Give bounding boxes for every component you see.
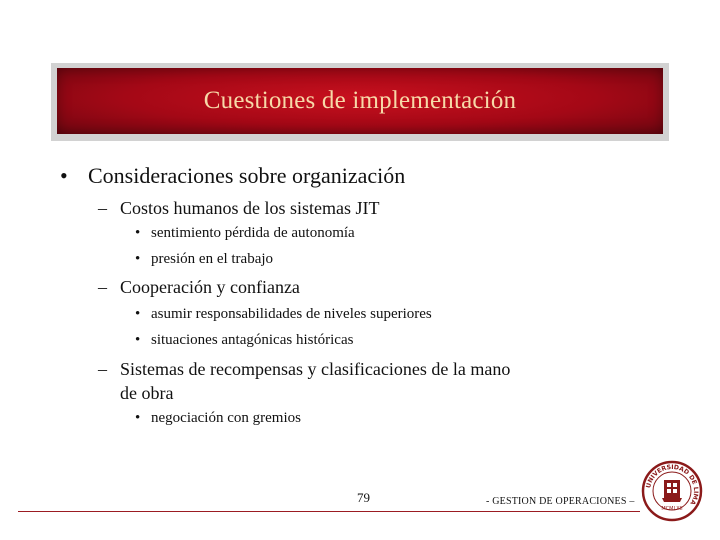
university-seal-logo [641, 460, 703, 522]
sub-bullet-3-text: Sistemas de recompensas y clasificaciones de la mano [120, 359, 511, 379]
footer-divider [18, 511, 640, 512]
bullet-dot: • [135, 332, 141, 348]
bullet-dot: • [135, 306, 141, 322]
sub-bullet-2 [98, 277, 300, 298]
list-item-text: asumir responsabilidades de niveles superiores [151, 306, 432, 322]
list-item [135, 332, 354, 349]
bullet-main [60, 163, 406, 189]
slide-title: Cuestiones de implementación [203, 87, 517, 114]
dash-marker: – [98, 277, 107, 297]
footer-course-label: - GESTION DE OPERACIONES – [486, 496, 635, 507]
dash-marker: – [98, 198, 107, 218]
sub-bullet-3-continuation [120, 383, 173, 404]
list-item-text: presión en el trabajo [151, 251, 274, 267]
svg-text:UNIVERSIDAD DE LIMA: UNIVERSIDAD DE LIMA [645, 463, 700, 506]
sub-bullet-3 [98, 359, 511, 380]
list-item [135, 410, 301, 427]
svg-text:MCMLXII: MCMLXII [661, 506, 683, 512]
list-item-text: situaciones antagónicas históricas [151, 332, 354, 348]
list-item [135, 225, 355, 242]
list-item [135, 306, 432, 323]
list-item-text: sentimiento pérdida de autonomía [151, 225, 355, 241]
sub-bullet-3-text-line2: de obra [120, 383, 174, 403]
sub-bullet-1 [98, 198, 380, 219]
sub-bullet-2-text: Cooperación y confianza [120, 277, 300, 297]
list-item-text: negociación con gremios [151, 410, 301, 426]
sub-bullet-1-text: Costos humanos de los sistemas JIT [120, 198, 380, 218]
title-banner [57, 68, 663, 134]
bullet-dot: • [135, 251, 141, 267]
bullet-dot: • [135, 225, 141, 241]
list-item [135, 251, 274, 268]
bullet-dot: • [135, 410, 141, 426]
bullet-dot: • [60, 163, 68, 188]
bullet-main-text: Consideraciones sobre organización [88, 163, 406, 188]
page-number: 79 [357, 490, 370, 505]
dash-marker: – [98, 359, 107, 379]
